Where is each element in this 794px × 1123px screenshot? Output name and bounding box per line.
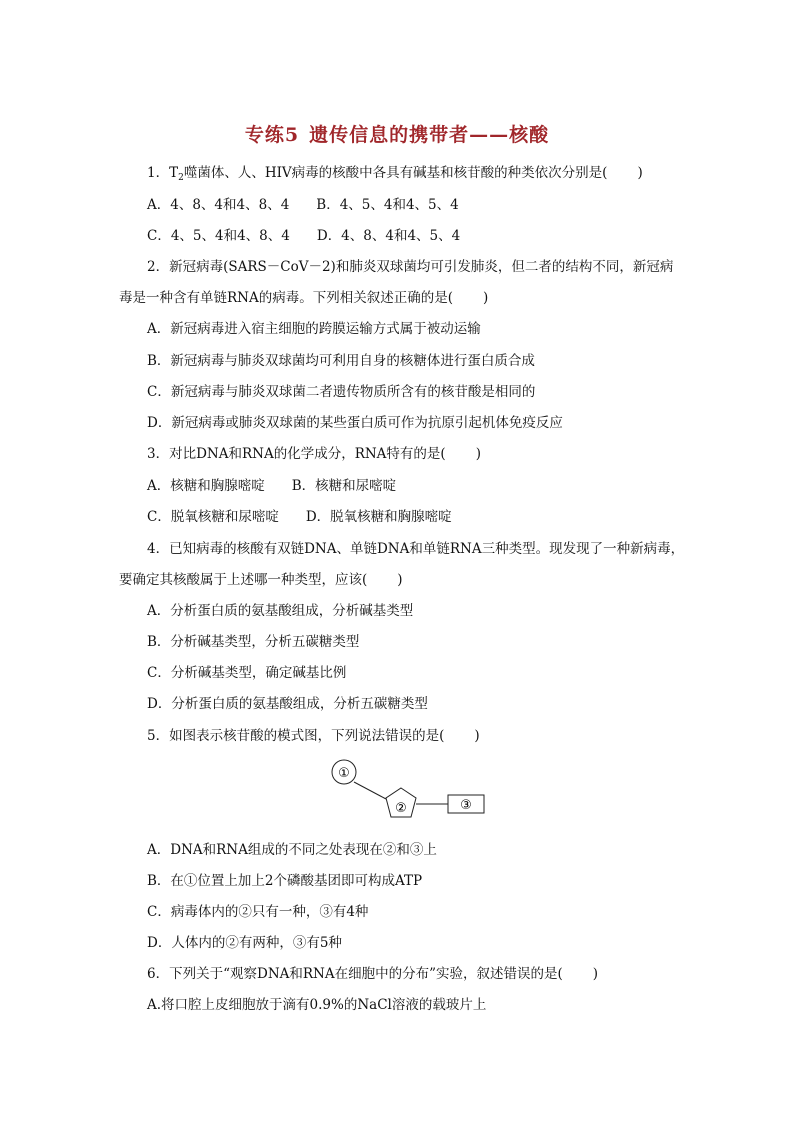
title-text: 遗传信息的携带者——核酸 [309,124,550,146]
nucleotide-diagram [325,758,495,824]
question-3-stem: 3．对比DNA和RNA的化学成分，RNA特有的是( ) [147,446,481,462]
diagram-label-2: ② [395,801,407,816]
diagram-label-1: ① [338,766,350,781]
title-prefix: 专练5 [244,124,300,146]
question-2-option-a: A．新冠病毒进入宿主细胞的跨膜运输方式属于被动运输 [147,321,481,337]
question-2-option-b: B．新冠病毒与肺炎双球菌均可利用自身的核糖体进行蛋白质合成 [147,353,535,369]
question-4-option-a: A．分析蛋白质的氨基酸组成，分析碱基类型 [147,603,414,619]
phosphate-sugar-bond [354,782,386,799]
diagram-label-3: ③ [460,798,472,813]
question-4-option-d: D．分析蛋白质的氨基酸组成，分析五碳糖类型 [147,696,428,712]
question-2-option-c: C．新冠病毒与肺炎双球菌二者遗传物质所含有的核苷酸是相同的 [147,384,536,400]
question-6-option-a: A.将口腔上皮细胞放于滴有0.9%的NaCl溶液的载玻片上 [147,997,487,1013]
question-3-options-cd: C．脱氧核糖和尿嘧啶 D．脱氧核糖和胸腺嘧啶 [147,509,452,525]
question-1-options-ab: A．4、8、4和4、8、4 B．4、5、4和4、5、4 [147,197,459,213]
question-6-stem: 6．下列关于“观察DNA和RNA在细胞中的分布”实验，叙述错误的是( ) [147,966,599,982]
question-5-stem: 5．如图表示核苷酸的模式图，下列说法错误的是( ) [147,728,480,744]
question-5-option-a: A．DNA和RNA组成的不同之处表现在②和③上 [147,842,437,858]
question-3-options-ab: A．核糖和胸腺嘧啶 B．核糖和尿嘧啶 [147,478,397,494]
question-1-stem: 1．$T_2$噬菌体、人、HIV病毒的核酸中各具有碱基和核苷酸的种类依次分别是( ) [147,165,643,183]
question-1-options-cd: C．4、5、4和4、8、4 D．4、8、4和4、5、4 [147,228,461,244]
question-5-option-d: D．人体内的②有两种，③有5种 [147,935,342,951]
question-5-option-c: C．病毒体内的②只有一种，③有4种 [147,904,369,920]
question-2-option-d: D．新冠病毒或肺炎双球菌的某些蛋白质可作为抗原引起机体免疫反应 [147,415,563,431]
question-5-option-b: B．在①位置上加上2个磷酸基团即可构成ATP [147,873,423,889]
question-4-option-c: C．分析碱基类型，确定碱基比例 [147,665,347,681]
question-2-stem-line-2: 毒是一种含有单链RNA的病毒。下列相关叙述正确的是( ) [119,290,489,306]
question-2-stem-line-1: 2．新冠病毒(SARS－CoV－2)和肺炎双球菌均可引发肺炎，但二者的结构不同，新冠病 [147,259,674,275]
question-4-stem-line-2: 要确定其核酸属于上述哪一种类型，应该( ) [119,572,403,588]
page-title [0,120,794,147]
question-4-stem-line-1: 4．已知病毒的核酸有双链DNA、单链DNA和单链RNA三种类型。现发现了一种新病毒， [147,541,685,557]
question-4-option-b: B．分析碱基类型，分析五碳糖类型 [147,634,360,650]
